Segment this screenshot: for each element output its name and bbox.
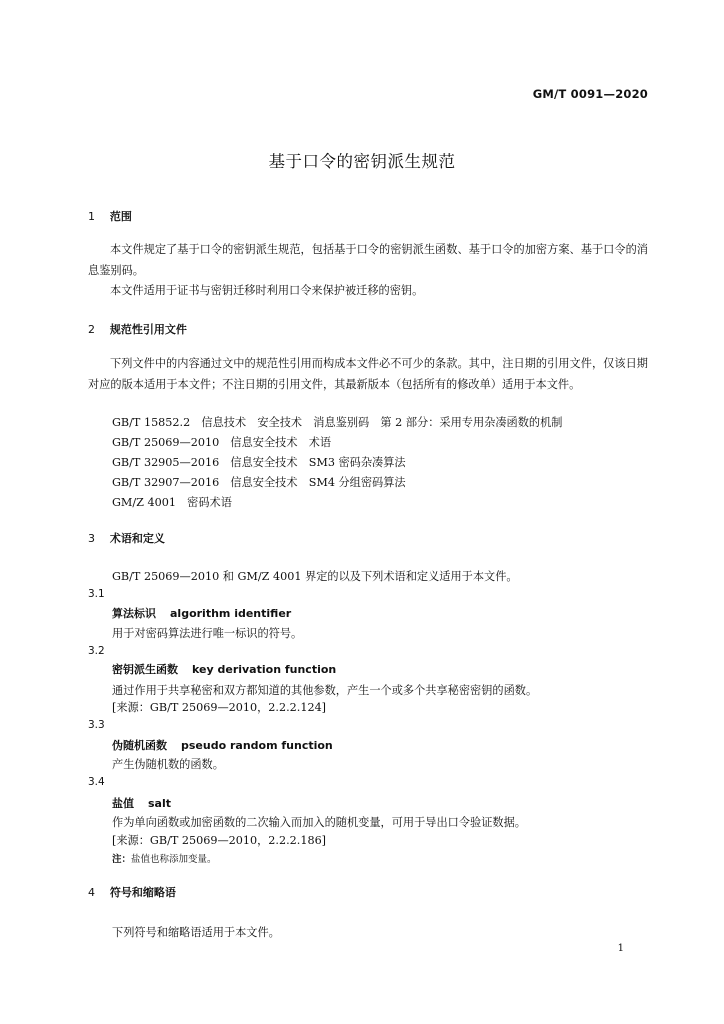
section-title: 术语和定义 [109,532,165,545]
page-number: 1 [617,943,624,954]
reference-item: GB/T 32907—2016 信息安全技术 SM4 分组密码算法 [112,476,406,489]
term-number: 3.4 [88,776,105,788]
section-2-heading [88,321,187,337]
term-note: 注：盐值也称添加变量。 [112,854,217,865]
section-title: 范围 [109,210,132,223]
term-definition: 通过作用于共享秘密和双方都知道的其他参数，产生一个或多个共享秘密密钥的函数。 [112,684,538,697]
symbols-intro: 下列符号和缩略语适用于本文件。 [112,926,280,939]
section-3-heading [88,530,165,546]
reference-item: GM/Z 4001 密码术语 [112,496,232,509]
section-number: 3 [88,532,95,545]
reference-item: GB/T 15852.2 信息技术 安全技术 消息鉴别码 第 2 部分：采用专用杂凑函数的机制 [112,416,563,429]
term-definition: 作为单向函数或加密函数的二次输入而加入的随机变量，可用于导出口令验证数据。 [112,816,526,829]
section-number: 2 [88,323,95,336]
term-source: [来源：GB/T 25069—2010，2.2.2.124] [112,701,327,714]
normative-references-intro: 下列文件中的内容通过文中的规范性引用而构成本文件必不可少的条款。其中，注日期的引用文件，仅该日期对应的版本适用于本文件；不注日期的引用文件，其最新版本（包括所有的修改单）适用于本文件。 [88,357,648,391]
term-number: 3.3 [88,719,105,731]
section-title: 符号和缩略语 [109,886,176,899]
section-4-heading [88,884,176,900]
term-heading: 伪随机函数 pseudo random function [112,739,333,752]
term-number: 3.1 [88,588,105,600]
section-title: 规范性引用文件 [109,323,187,336]
terms-intro: GB/T 25069—2010 和 GM/Z 4001 界定的以及下列术语和定义适用于本文件。 [112,570,518,583]
section-number: 4 [88,886,95,899]
document-title: 基于口令的密钥派生规范 [268,152,456,171]
scope-paragraph-2: 本文件适用于证书与密钥迁移时利用口令来保护被迁移的密钥。 [110,284,424,297]
term-definition: 产生伪随机数的函数。 [112,758,224,771]
term-number: 3.2 [88,645,105,657]
term-source: [来源：GB/T 25069—2010，2.2.2.186] [112,834,327,847]
term-heading: 密钥派生函数 key derivation function [112,663,337,676]
term-heading: 盐值 salt [112,797,171,810]
scope-paragraph-1: 本文件规定了基于口令的密钥派生规范，包括基于口令的密钥派生函数、基于口令的加密方案、基于口令的消息鉴别码。 [88,243,648,277]
term-definition: 用于对密码算法进行唯一标识的符号。 [112,627,303,640]
standard-code: GM/T 0091—2020 [532,87,648,101]
term-heading: 算法标识 algorithm identifier [112,607,292,620]
section-number: 1 [88,210,95,223]
section-1-heading [88,208,132,224]
reference-item: GB/T 25069—2010 信息安全技术 术语 [112,436,332,449]
reference-item: GB/T 32905—2016 信息安全技术 SM3 密码杂凑算法 [112,456,406,469]
